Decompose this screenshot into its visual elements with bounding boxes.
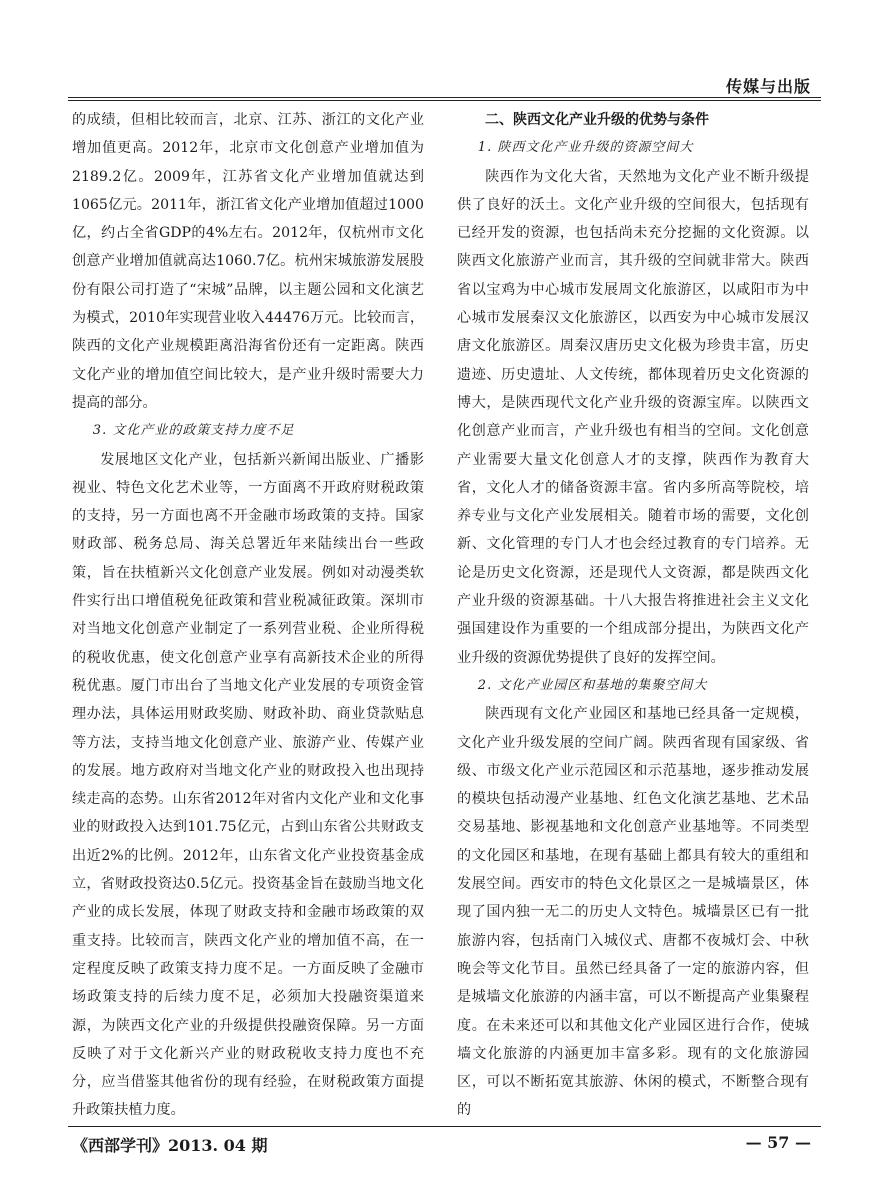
- left-paragraph-1: 的成绩，但相比较而言，北京、江苏、浙江的文化产业增加值更高。2012年，北京市文化创意产业增加值为2189.2亿。2009年，江苏省文化产业增加值就达到1065亿元。2011年，浙江省文化产业增加值超过1000亿，约占全省GDP的4%左右。2012年，仅杭州市文化创意产业增加值就高达1060.7亿。杭州宋城旅游发展股份有限公司打造了“宋城”品牌，以主题公园和文化演艺为模式，2010年实现营业收入44476万元。比较而言，陕西的文化产业规模距离沿海省份还有一定距离。陕西文化产业的增加值空间比较大，是产业升级时需要大力提高的部分。: [72, 112, 424, 411]
- section-label: 传媒与出版: [725, 77, 811, 96]
- right-subheading-1: 1. 陕西文化产业升级的资源空间大: [477, 140, 694, 156]
- left-subheading-3: 3. 文化产业的政策支持力度不足: [92, 423, 295, 439]
- right-subheading-2: 2. 文化产业园区和基地的集聚空间大: [477, 677, 708, 693]
- left-paragraph-2: 发展地区文化产业，包括新兴新闻出版业、广播影视业、特色文化艺术业等，一方面离不开政府财税政策的支持，另一方面也离不开金融市场政策的支持。国家财政部、税务总局、海关总署近年来陆续出台一些政策，旨在扶植新兴文化创意产业发展。例如对动漫类软件实行出口增值税免征政策和营业税减征政策。深圳市对当地文化创意产业制定了一系列营业税、企业所得税的税收优惠，使文化创意产业享有高新技术企业的所得税优惠。厦门市出台了当地文化产业发展的专项资金管理办法，具体运用财政奖励、财政补助、商业贷款贴息等方法，支持当地文化创意产业、旅游产业、传媒产业的发展。地方政府对当地文化产业的财政投入也出现持续走高的态势。山东省2012年对省内文化产业和文化事业的财政投入达到101.75亿元，占到山东省公共财政支出近2%的比例。2012年，山东省文化产业投资基金成立，省财政投资达0.5亿元。投资基金旨在鼓励当地文化产业的成长发展，体现了财政支持和金融市场政策的双重支持。比较而言，陕西文化产业的增加值不高，在一定程度反映了政策支持力度不足。一方面反映了金融市场政策支持的后续力度不足，必须加大投融资渠道来源，为陕西文化产业的升级提供投融资保障。另一方面反映了对于文化新兴产业的财政税收支持力度也不充分，应当借鉴其他省份的现有经验，在财税政策方面提升政策扶植力度。: [72, 451, 424, 1119]
- footer-rule: [68, 1126, 821, 1127]
- right-column: [457, 106, 809, 1125]
- header-rule: [68, 97, 821, 101]
- journal-name: 《西部学刊》2013. 04 期: [72, 1136, 268, 1155]
- page-number: — 57 —: [745, 1133, 811, 1152]
- right-paragraph-2: 陕西现有文化产业园区和基地已经具备一定规模，文化产业升级发展的空间广阔。陕西省现有国家级、省级、市级文化产业示范园区和示范基地，逐步推动发展的模块包括动漫产业基地、红色文化演艺基地、艺术品交易基地、影视基地和文化创意产业基地等。不同类型的文化园区和基地，在现有基础上都具有较大的重组和发展空间。西安市的特色文化景区之一是城墙景区，体现了国内独一无二的历史人文特色。城墙景区已有一批旅游内容，包括南门入城仪式、唐都不夜城灯会、中秋晚会等文化节目。虽然已经具备了一定的旅游内容，但是城墙文化旅游的内涵丰富，可以不断提高产业集聚程度。在未来还可以和其他文化产业园区进行合作，使城墙文化旅游的内涵更加丰富多彩。现有的文化旅游园区，可以不断拓宽其旅游、休闲的模式，不断整合现有的: [457, 706, 809, 1119]
- section-heading-2: 二、陕西文化产业升级的优势与条件: [485, 112, 709, 128]
- right-paragraph-1: 陕西作为文化大省，天然地为文化产业不断升级提供了良好的沃土。文化产业升级的空间很大，包括现有已经开发的资源，也包括尚未充分挖掘的文化资源。以陕西文化旅游产业而言，其升级的空间就非常大。陕西省以宝鸡为中心城市发展周文化旅游区，以咸阳市为中心城市发展秦汉文化旅游区，以西安为中心城市发展汉唐文化旅游区。周秦汉唐历史文化极为珍贵丰富，历史遗迹、历史遗址、人文传统，都体现着历史文化资源的博大，是陕西现代文化产业升级的资源宝库。以陕西文化创意产业而言，产业升级也有相当的空间。文化创意产业需要大量文化创意人才的支撑，陕西作为教育大省，文化人才的储备资源丰富。省内多所高等院校，培养专业与文化产业发展相关。随着市场的需要，文化创新、文化管理的专门人才也会经过教育的专门培养。无论是历史文化资源，还是现代人文资源，都是陕西文化产业升级的资源基础。十八大报告将推进社会主义文化强国建设作为重要的一个组成部分提出，为陕西文化产业升级的资源优势提供了良好的发挥空间。: [457, 168, 809, 666]
- left-column: [72, 106, 424, 1125]
